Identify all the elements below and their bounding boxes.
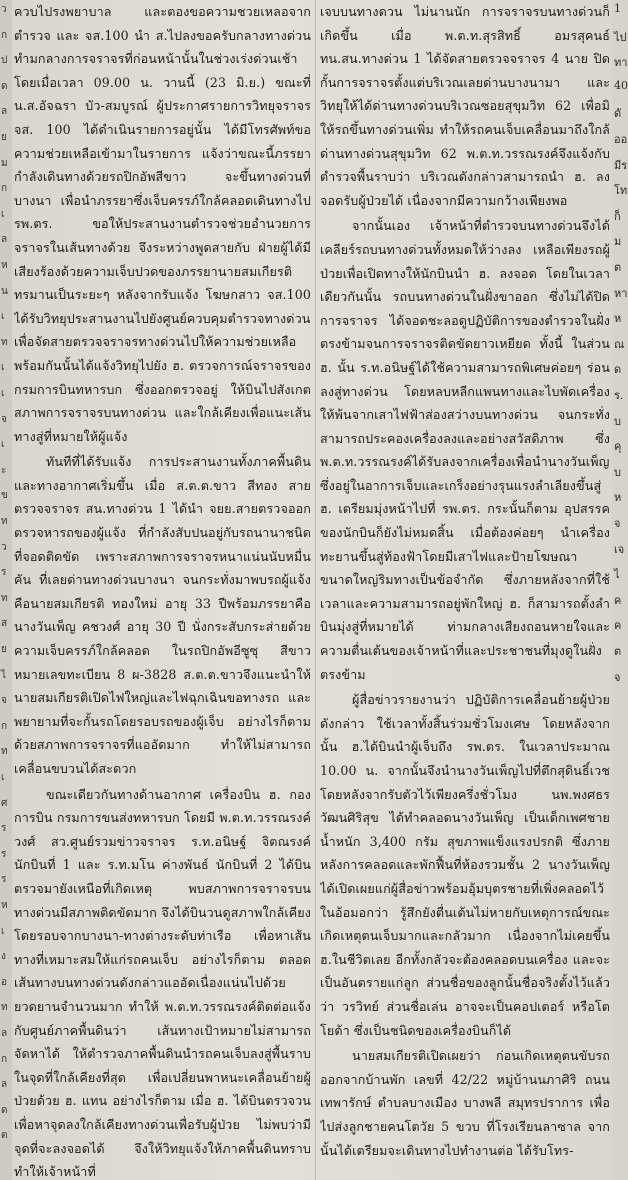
article-paragraph: ทันทีที่ได้รับแจ้ง การประสานงานทั้งภาคพื้นดินและทางอากาศเริ่มขึ้น เมื่อ ส.ต.ต.ขาว สีทอง สายตรวจจราจร สน.ทางด่วน 1 ได้นำ จยย.สายตรวจออกตรวจหารถของผู้แจ้ง ที่กำลังสับปนอยู่กับรถนานาชนิดที่จอดติดขัด เพราะสภาพการจราจรหนาแน่นนับหมื่นคัน ที่เลยด่านทางด่วนบางนา จนกระทั่งมาพบรถผู้แจ้ง คือนายสมเกียรติ ทองใหม่ อายุ 33 ปีพร้อมภรรยาคือนางวันเพ็ญ คชวงศ์ อายุ 30 ปี นั่งกระสับกระส่ายด้วยความเจ็บครรภ์ใกล้คลอด ในรถปิกอัพอีซูซุ สีขาว หมายเลขทะเบียน 8 ผ-3828 ส.ต.ต.ขาวจึงแนะนำให้นายสมเกียรติเปิดไฟใหญ่และไฟฉุกเฉินขอทางรถ และพยายามที่จะกั้นรถโดยรอบรถของผู้เจ็บ อย่างไรก็ตามด้วยสภาพการจราจรที่แออัดมาก ทำให้ไม่สามารถเคลื่อนขบวนได้สะดวก	[14, 454, 311, 776]
edge-fragment: ว	[1, 4, 7, 15]
edge-fragment: คุ	[614, 440, 622, 454]
edge-fragment: เ	[1, 311, 5, 323]
edge-fragment: ท	[1, 592, 8, 604]
edge-fragment: ออ	[614, 133, 628, 146]
edge-fragment: ห	[614, 312, 622, 326]
article-paragraph: นายสมเกียรติเปิดเผยว่า ก่อนเกิดเหตุตนขับรถออกจากบ้านพัก เลขที่ 42/22 หมู่บ้านนภาศิริ ถนนเทพารักษ์ ตำบลบางเมือง บางพลี สมุทรปราการ เพื่อไปส่งลูกชายคนโตวัย 5 ขวบ ที่โรงเรียนลาซาล จากนั้นได้เตรียมจะเดินทางไปทำงานต่อ ได้รับโทร-	[320, 1048, 610, 1158]
edge-fragment: ศ	[1, 797, 8, 809]
edge-fragment: ท	[1, 516, 8, 527]
edge-fragment: ย	[1, 132, 7, 143]
article-paragraph: ผู้สื่อข่าวรายงานว่า ปฏิบัติการเคลื่อนย้ายผู้ป่วยดังกล่าว ใช้เวลาทั้งสิ้นร่วมชั่วโมงเศษ โดยหลังจากนั้น ฮ.ได้บินนำผู้เจ็บถึง รพ.ตร. ในเวลาประมาณ 10.00 น. จากนั้นจึงนำนางวันเพ็ญไปที่ตึกสุดินธิ์เวชโดยหลังจากรับตัวไว้เพียงครึ่งชั่วโมง นพ.พงศธร วัฒนศิริสุข ได้ทำคลอดนางวันเพ็ญ เป็นเด็กเพศชายน้ำหนัก 3,400 กรัม สุขภาพแข็งแรงปรกติ ซึ่งภายหลังการคลอดและพักฟื้นที่ห้องรวมชั้น 2 นางวันเพ็ญได้เปิดเผยแก่ผู้สื่อข่าวพร้อมอุ้มบุตรชายที่เพิ่งคลอดไว้ในอ้อมอกว่า รู้สึกยังตื่นเต้นไม่หายกับเหตุการณ์ขณะเกิดเหตุตนเจ็บมากและกลัวมาก เนื่องจากไม่เคยขึ้น ฮ.ในชีวิตเลย อีกทั้งกลัวจะต้องคลอดบนเครื่อง และจะเป็นอันตรายแก่ลูก ส่วนชื่อของลูกนั้นชื่อจริงตั้งไว้แล้วว่า วรวิทย์ ส่วนชื่อเล่น อาจจะเป็นคอปเตอร์ หรือโตโยต้า ซึ่งเป็นชนิดของเครื่องบินก็ได้	[320, 692, 610, 1038]
article-paragraph: เจบบนทางดวน ไม่นานนัก การจราจรบนทางด่วนก็เกิดขึ้น เมื่อ พ.ต.ท.สุรสิทธิ์ อมรสุคนธ์ ทน.สน.ทางด่วน 1 ได้จัดสายตรวจจราจร 4 นาย ปิดกั้นการจราจรตั้งแต่บริเวณเลยด่านบางนามา และวิทยุให้ได้ด่านทางด่วนบริเวณซอยสุขุมวิท 62 เพื่อมิให้รถขึ้นทางด่วนเพิ่ม ทำให้รถคนเจ็บเคลื่อนมาถึงใกล้ด่านทางด่วนสุขุมวิท 62 พ.ต.ท.วรรณรงค์จึงแจ้งกับตำรวจพื้นราบว่า บริเวณดังกล่าวสามารถนำ ฮ. ลงจอดรับผู้ป่วยได้ เนื่องจากมีความกว้างเพียงพอ	[320, 4, 610, 208]
edge-fragment: ด	[614, 363, 622, 377]
edge-fragment: ร	[1, 874, 7, 886]
edge-fragment: ไ	[614, 568, 620, 582]
edge-fragment: ล	[1, 1079, 8, 1091]
edge-fragment: ค	[614, 619, 622, 633]
left-edge-cut-text	[1, 0, 11, 1180]
edge-fragment: ร.	[614, 389, 624, 402]
edge-fragment: 40	[614, 78, 628, 92]
article-paragraph: ขณะเดียวกันทางด้านอากาศ เครื่องบิน ฮ. กองการบิน กรมการขนส่งทหารบก โดยมี พ.ต.ท.วรรณรงค์ วงศ์ สว.ศูนย์รวมข่าวจราจร ร.ท.อนิษฐ์ จิตณรงค์ นักบินที่ 1 และ ร.ท.มโน ค่างพันธ์ นักบินที่ 2 ได้บินตรวจมายังเหนือที่เกิดเหตุ พบสภาพการจราจรบนทางด่วนมีสภาพติดขัดมาก จึงได้บินวนดูสภาพใกล้เคียงโดยรอบจากบางนา-ทางต่างระดับท่าเรือ เพื่อหาเส้นทางที่เหมาะสมให้แก่รถคนเจ็บ อย่างไรก็ตาม ตลอดเส้นทางบนทางด่วนดังกล่าวแออัดเนื่องแน่นไปด้วยยวดยานจำนวนมาก ทำให้ พ.ต.ท.วรรณรงค์ติดต่อแจ้งกับศูนย์ภาคพื้นดินว่า เส้นทางเป้าหมายไม่สามารถจัดหาได้ ให้ตำรวจภาคพื้นดินนำรถคนเจ็บลงสู่พื้นราบในจุดที่ใกล้เคียงที่สุด เพื่อเปลี่ยนพาหนะเคลื่อนย้ายผู้ป่วยด้วย ฮ. แทน อย่างไรก็ตาม เมื่อ ฮ. ได้บินตรวจวนเพื่อหาจุดลงใกล้เคียงทางด่วนเพื่อรับผู้ป่วย ไม่พบว่ามีจุดที่จะลงจอดได้ จึงให้วิทยุแจ้งให้ภาคพื้นดินทราบ ทำให้เจ้าหน้าที่	[14, 786, 311, 1180]
edge-fragment: ท	[1, 1002, 8, 1014]
edge-fragment: โท	[614, 184, 628, 198]
edge-fragment: ม	[1, 157, 8, 169]
edge-fragment: ค	[614, 593, 622, 607]
edge-fragment: เจ	[614, 542, 625, 556]
column-divider	[315, 0, 316, 1180]
edge-fragment: ร	[1, 848, 7, 860]
edge-fragment: ย	[1, 644, 7, 655]
edge-fragment: ก	[1, 183, 8, 195]
edge-fragment: ป	[1, 55, 8, 67]
edge-fragment: ห	[1, 900, 8, 911]
edge-fragment: บ	[614, 414, 621, 428]
edge-fragment: จ	[614, 670, 621, 684]
edge-fragment: เ	[1, 362, 5, 374]
edge-fragment: ห	[1, 260, 8, 271]
edge-fragment: เ	[1, 388, 5, 399]
article-column-left	[14, 0, 311, 1180]
edge-fragment: จ	[1, 695, 7, 707]
edge-fragment: ไ	[1, 669, 7, 681]
edge-fragment: ต	[614, 645, 622, 658]
edge-fragment: ห	[614, 491, 622, 505]
edge-fragment: ท	[1, 336, 8, 348]
edge-fragment: ร	[1, 567, 7, 579]
edge-fragment: จ	[614, 517, 621, 530]
edge-fragment: ก	[1, 720, 8, 732]
edge-fragment: ณ	[614, 337, 625, 351]
edge-fragment: ร	[1, 823, 7, 835]
edge-fragment: บ	[614, 465, 621, 479]
edge-fragment: ดั	[614, 107, 622, 121]
edge-fragment: เ	[1, 772, 5, 783]
edge-fragment: ะ	[1, 464, 7, 476]
article-column-right	[320, 0, 610, 1180]
edge-fragment: ล	[1, 106, 8, 118]
edge-fragment: เ	[1, 208, 5, 220]
edge-fragment: ล	[1, 234, 8, 246]
edge-fragment: ง	[1, 951, 6, 963]
edge-fragment: เ	[1, 925, 5, 937]
edge-fragment: 1	[614, 2, 621, 15]
edge-fragment: จ	[1, 413, 7, 425]
edge-fragment: ส	[1, 618, 8, 630]
edge-fragment: ด	[1, 1104, 8, 1116]
edge-fragment: อ	[1, 976, 8, 988]
edge-fragment: น	[1, 285, 8, 297]
edge-fragment: ต	[614, 261, 622, 274]
left-page-edge	[0, 0, 12, 1180]
edge-fragment: ข	[1, 490, 8, 502]
edge-fragment: ก	[1, 29, 8, 41]
right-edge-cut-text	[612, 0, 628, 1180]
edge-fragment: เ	[1, 439, 5, 451]
article-paragraph: ควบไปรงพยาบาล และตองขอความชวยเหลอจาก ตำรวจ และ จส.100 นำ ส.ไปลงขอครับกลางทางด่วน ทำมกลางการจราจรที่ก่อนหน้านั้นในช่วงเร่งด่วนเช้า โดยเมื่อเวลา 09.00 น. วานนี้ (23 มิ.ย.) ขณะที่ น.ส.อัจฉรา บัว-สมบูรณ์ ผู้ประกาศรายการวิทยุจราจร จส. 100 ได้ดำเนินรายการอยู่นั้น ได้มีโทรศัพท์ขอความช่วยเหลือเข้ามาในรายการ แจ้งว่าขณะนี้ภรรยากำลังเดินทางด้วยรถปิกอัพสีขาว จะขึ้นทางด่วนที่บางนา เพื่อนำภรรยาซึ่งเจ็บครรภ์ใกล้คลอดเดินทางไป รพ.ตร. ขอให้ประสานงานตำรวจช่วยอำนวยการจราจรในเส้นทางด้วย จึงระหว่างพูดสายกับ ฝ่ายผู้ได้มีเสียงร้องด้วยความเจ็บปวดของภรรยานายสมเกียรติทรมานเป็นระยะๆ หลังจากรับแจ้ง โฆษกสาว จส.100 ได้รับวิทยุประสานงานไปยังศูนย์ควบคุมตำรวจทางด่วน เพื่อจัดสายตรวจจราจรทางด่วนไปให้ความช่วยเหลือพร้อมกันนั้นได้แจ้งวิทยุไปยัง ฮ. ตรวจการณ์จราจรของกรมการบินทหารบก ซึ่งออกตรวจอยู่ ให้บินไปสังเกตสภาพการจราจรบนทางด่วน และใกล้เคียงเพื่อแนะเส้นทางสู่ที่หมายให้ผู้แจ้ง	[14, 4, 311, 444]
edge-fragment: ต	[1, 1130, 8, 1142]
edge-fragment: ไป	[614, 30, 627, 44]
edge-fragment: ด	[1, 80, 8, 92]
edge-fragment: มีร	[614, 158, 628, 172]
edge-fragment: ม	[614, 235, 622, 249]
edge-fragment: ท	[1, 746, 8, 758]
edge-fragment: ทา	[614, 56, 628, 70]
edge-fragment: ก็	[614, 209, 621, 223]
edge-fragment: ว	[1, 541, 7, 553]
edge-fragment: ก	[1, 1053, 8, 1065]
article-paragraph: จากนั้นเอง เจ้าหน้าที่ตำรวจบนทางด่วนจึงได้เคลียร์รถบนทางด่วนทั้งหมดให้ว่างลง เหลือเพียงรถผู้ป่วยเพื่อเปิดทางให้นักบินนำ ฮ. ลงจอด โดยในเวลาเดียวกันนั้น รถบนทางด่วนในฝั่งขาออก ซึ่งไม่ได้ปิดการจราจร ได้จอดชะลอดูปฏิบัติการของตำรวจในฝั่งตรงข้ามจนการจราจรติดขัดยาวเหยียด ทั้งนี้ ในส่วน ฮ. นั้น ร.ท.อนิษฐ์ได้ใช้ความสามารถพิเศษค่อยๆ ร่อนลงสู่ทางด่วน โดยหลบหลีกแพนทางและไบพัดเครื่องให้พ้นจากเสาไฟฟ้าส่องสว่างบนทางด่วน จนกระทั่งสามารถประคองเครื่องลงและอย่างสวัสดิภาพ ซึ่ง พ.ต.ท.วรรณรงค์ได้รับลงจากเครื่องเพื่อนำนางวันเพ็ญ ซึ่งอยู่ในอาการเจ็บและเกร็งอย่างรุนแรงลำเลียงขึ้นสู่ ฮ. เตรียมมุ่งหน้าไปที่ รพ.ตร. กระนั้นก็ตาม อุปสรรคของนักบินก็ยังไม่หมดสิ้น เมื่อต้องค่อยๆ นำเครื่องทะยานขึ้นสู่ท้องฟ้าโดยมีเสาไฟและป้ายโฆษณาขนาดใหญ่ริมทางเป็นข้อจำกัด ซึ่งภายหลังจากที่ใช้เวลาและความสามารถอยู่พักใหญ่ ฮ. ก็สามารถตั้งลำบินมุ่งสู่ที่หมายได้ ท่ามกลางเสียงถอนหายใจและความตื่นเต้นของเจ้าหน้าที่และประชาชนที่มุงดูในฝั่งตรงข้าม	[320, 218, 610, 682]
edge-fragment: หา	[614, 286, 628, 300]
edge-fragment: ล	[1, 1028, 8, 1039]
